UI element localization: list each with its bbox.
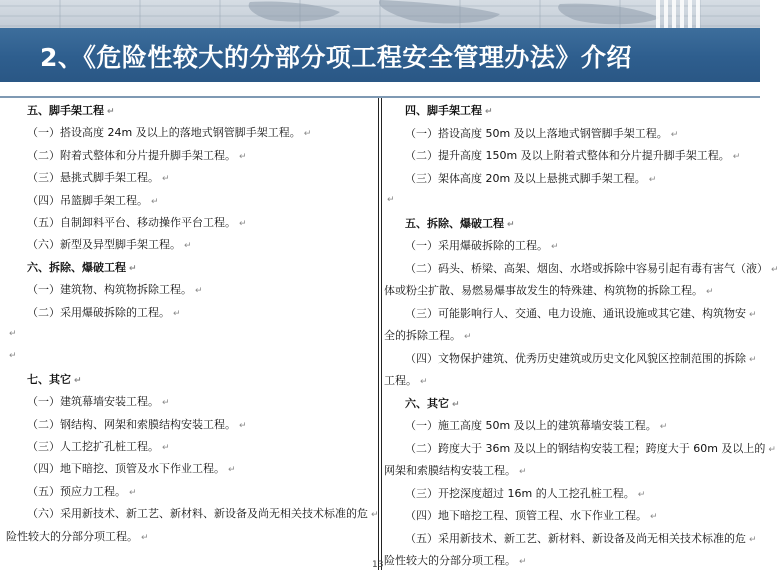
paragraph-mark-icon: ↵ bbox=[9, 329, 17, 339]
paragraph-mark-icon: ↵ bbox=[637, 489, 646, 500]
document-line bbox=[405, 417, 667, 433]
document-line bbox=[405, 507, 658, 523]
paragraph-mark-icon: ↵ bbox=[749, 354, 757, 365]
document-line bbox=[384, 327, 472, 343]
document-line bbox=[405, 260, 779, 276]
paragraph-mark-icon: ↵ bbox=[771, 264, 779, 275]
line-text: 七、其它 bbox=[27, 372, 71, 386]
document-line bbox=[384, 462, 527, 478]
document-line bbox=[27, 393, 170, 409]
paragraph-mark-icon: ↵ bbox=[452, 399, 460, 410]
line-text: （四）文物保护建筑、优秀历史建筑或历史文化风貌区控制范围的拆除 bbox=[405, 351, 746, 365]
paragraph-mark-icon: ↵ bbox=[184, 241, 192, 252]
document-line bbox=[6, 528, 149, 544]
paragraph-mark-icon: ↵ bbox=[519, 557, 527, 567]
line-text: （二）钢结构、网架和索膜结构安装工程。 bbox=[27, 417, 236, 431]
paragraph-mark-icon: ↵ bbox=[420, 377, 428, 387]
paragraph-mark-icon: ↵ bbox=[239, 151, 247, 162]
paragraph-mark-icon: ↵ bbox=[464, 332, 472, 342]
document-line bbox=[405, 485, 645, 501]
line-text: 四、脚手架工程 bbox=[405, 104, 482, 117]
paragraph-mark-icon: ↵ bbox=[551, 242, 559, 252]
section-heading bbox=[405, 215, 515, 231]
section-heading bbox=[405, 102, 493, 118]
line-text: （二）提升高度 150m 及以上附着式整体和分片提升脚手架工程。 bbox=[405, 149, 730, 162]
line-text: （六）采用新技术、新工艺、新材料、新设备及尚无相关技术标准的危 bbox=[27, 507, 368, 521]
line-text: 五、脚手架工程 bbox=[27, 104, 104, 117]
line-text: （四）吊篮脚手架工程。 bbox=[27, 193, 148, 207]
document-line bbox=[27, 438, 170, 454]
line-text: （三）人工挖扩孔桩工程。 bbox=[27, 440, 159, 453]
line-text: 险性较大的分部分项工程。 bbox=[6, 529, 138, 543]
document-line bbox=[384, 552, 527, 568]
document-line bbox=[405, 440, 776, 456]
document-line bbox=[27, 236, 192, 252]
document-line bbox=[405, 147, 740, 163]
section-heading bbox=[27, 371, 82, 387]
paragraph-mark-icon: ↵ bbox=[151, 196, 159, 207]
document-line bbox=[27, 147, 247, 163]
slide-header bbox=[0, 0, 760, 82]
document-line bbox=[405, 350, 757, 366]
paragraph-mark-icon: ↵ bbox=[519, 467, 527, 477]
paragraph-mark-icon: ↵ bbox=[768, 444, 776, 455]
paragraph-mark-icon: ↵ bbox=[303, 129, 312, 140]
line-text: （二）采用爆破拆除的工程。 bbox=[27, 305, 170, 319]
line-text: 网架和索膜结构安装工程。 bbox=[384, 464, 516, 477]
line-text: （一）建筑物、构筑物拆除工程。 bbox=[27, 283, 192, 297]
document-line bbox=[405, 305, 757, 321]
paragraph-mark-icon: ↵ bbox=[141, 532, 149, 543]
paragraph-mark-icon: ↵ bbox=[228, 465, 236, 476]
document-line bbox=[27, 169, 170, 185]
line-text: （一）搭设高度 24m 及以上的落地式钢管脚手架工程。 bbox=[27, 126, 301, 140]
paragraph-mark-icon: ↵ bbox=[485, 107, 493, 117]
line-text: （五）采用新技术、新工艺、新材料、新设备及尚无相关技术标准的危 bbox=[405, 531, 746, 545]
paragraph-mark-icon: ↵ bbox=[650, 512, 658, 522]
line-text: （五）预应力工程。 bbox=[27, 484, 126, 498]
line-text: （三）开挖深度超过 16m 的人工挖孔桩工程。 bbox=[405, 486, 635, 500]
document-line bbox=[27, 416, 247, 432]
document-line bbox=[405, 237, 559, 253]
line-text: 五、拆除、爆破工程 bbox=[405, 216, 504, 230]
line-text: （一）采用爆破拆除的工程。 bbox=[405, 239, 548, 252]
paragraph-mark-icon: ↵ bbox=[648, 174, 657, 185]
paragraph-mark-icon: ↵ bbox=[749, 534, 757, 545]
paragraph-mark-icon: ↵ bbox=[706, 287, 714, 297]
document-line bbox=[405, 530, 757, 546]
line-text: （四）地下暗挖工程、顶管工程、水下作业工程。 bbox=[405, 509, 647, 522]
paragraph-mark-icon: ↵ bbox=[162, 174, 170, 185]
document-line bbox=[405, 170, 656, 186]
document-line bbox=[27, 505, 379, 521]
line-text: （六）新型及异型脚手架工程。 bbox=[27, 238, 181, 252]
document-line bbox=[27, 281, 203, 297]
document-line bbox=[27, 460, 236, 476]
line-text: （四）地下暗挖、顶管及水下作业工程。 bbox=[27, 462, 225, 476]
document-line bbox=[405, 125, 678, 141]
page-number: 13 bbox=[372, 560, 384, 570]
table-top-border bbox=[0, 96, 760, 98]
paragraph-mark-icon: ↵ bbox=[129, 263, 137, 274]
paragraph-mark-icon: ↵ bbox=[195, 286, 203, 297]
line-text: （三）可能影响行人、交通、电力设施、通讯设施或其它建、构筑物安 bbox=[405, 306, 746, 320]
paragraph-mark-icon: ↵ bbox=[239, 219, 247, 229]
paragraph-mark-icon: ↵ bbox=[732, 152, 741, 162]
section-heading bbox=[405, 395, 460, 411]
paragraph-mark-icon: ↵ bbox=[9, 351, 17, 362]
paragraph-mark-icon: ↵ bbox=[507, 219, 515, 230]
slide-title: 2、《危险性较大的分部分项工程安全管理办法》介绍 bbox=[40, 43, 632, 72]
line-text: （五）自制卸料平台、移动操作平台工程。 bbox=[27, 216, 236, 229]
paragraph-mark-icon: ↵ bbox=[387, 195, 395, 205]
document-line bbox=[384, 192, 395, 205]
paragraph-mark-icon: ↵ bbox=[74, 375, 82, 386]
section-heading bbox=[27, 259, 137, 275]
section-heading bbox=[27, 102, 115, 118]
paragraph-mark-icon: ↵ bbox=[371, 510, 379, 521]
document-line bbox=[27, 214, 247, 230]
document-line bbox=[384, 282, 714, 298]
line-text: 六、其它 bbox=[405, 396, 449, 410]
paragraph-mark-icon: ↵ bbox=[659, 422, 668, 432]
document-line bbox=[6, 326, 17, 339]
paragraph-mark-icon: ↵ bbox=[670, 129, 679, 140]
line-text: 险性较大的分部分项工程。 bbox=[384, 554, 516, 567]
line-text: 体或粉尘扩散、易燃易爆事故发生的特殊建、构筑物的拆除工程。 bbox=[384, 284, 703, 297]
line-text: 六、拆除、爆破工程 bbox=[27, 260, 126, 274]
paragraph-mark-icon: ↵ bbox=[239, 420, 247, 431]
document-line bbox=[27, 304, 181, 320]
document-line bbox=[384, 372, 428, 388]
line-text: （一）建筑幕墙安装工程。 bbox=[27, 395, 159, 409]
document-line bbox=[27, 192, 159, 208]
line-text: （二）跨度大于 36m 及以上的钢结构安装工程；跨度大于 60m 及以上的 bbox=[405, 441, 766, 455]
line-text: （三）悬挑式脚手架工程。 bbox=[27, 171, 159, 185]
paragraph-mark-icon: ↵ bbox=[173, 308, 181, 319]
column-divider-right bbox=[381, 98, 382, 570]
document-line bbox=[27, 124, 311, 140]
paragraph-mark-icon: ↵ bbox=[107, 107, 115, 117]
line-text: （一）搭设高度 50m 及以上落地式钢管脚手架工程。 bbox=[405, 126, 668, 140]
line-text: （三）架体高度 20m 及以上悬挑式脚手架工程。 bbox=[405, 171, 646, 185]
column-divider-left bbox=[378, 98, 379, 570]
document-line bbox=[6, 348, 17, 361]
document-line bbox=[27, 483, 137, 499]
paragraph-mark-icon: ↵ bbox=[162, 443, 170, 453]
paragraph-mark-icon: ↵ bbox=[129, 487, 137, 498]
line-text: 全的拆除工程。 bbox=[384, 329, 461, 342]
line-text: （二）码头、桥梁、高架、烟囱、水塔或拆除中容易引起有毒有害气（液） bbox=[405, 261, 768, 275]
line-text: （一）施工高度 50m 及以上的建筑幕墙安装工程。 bbox=[405, 419, 657, 432]
line-text: （二）附着式整体和分片提升脚手架工程。 bbox=[27, 148, 236, 162]
paragraph-mark-icon: ↵ bbox=[749, 309, 757, 320]
line-text: 工程。 bbox=[384, 374, 417, 387]
paragraph-mark-icon: ↵ bbox=[162, 398, 170, 409]
